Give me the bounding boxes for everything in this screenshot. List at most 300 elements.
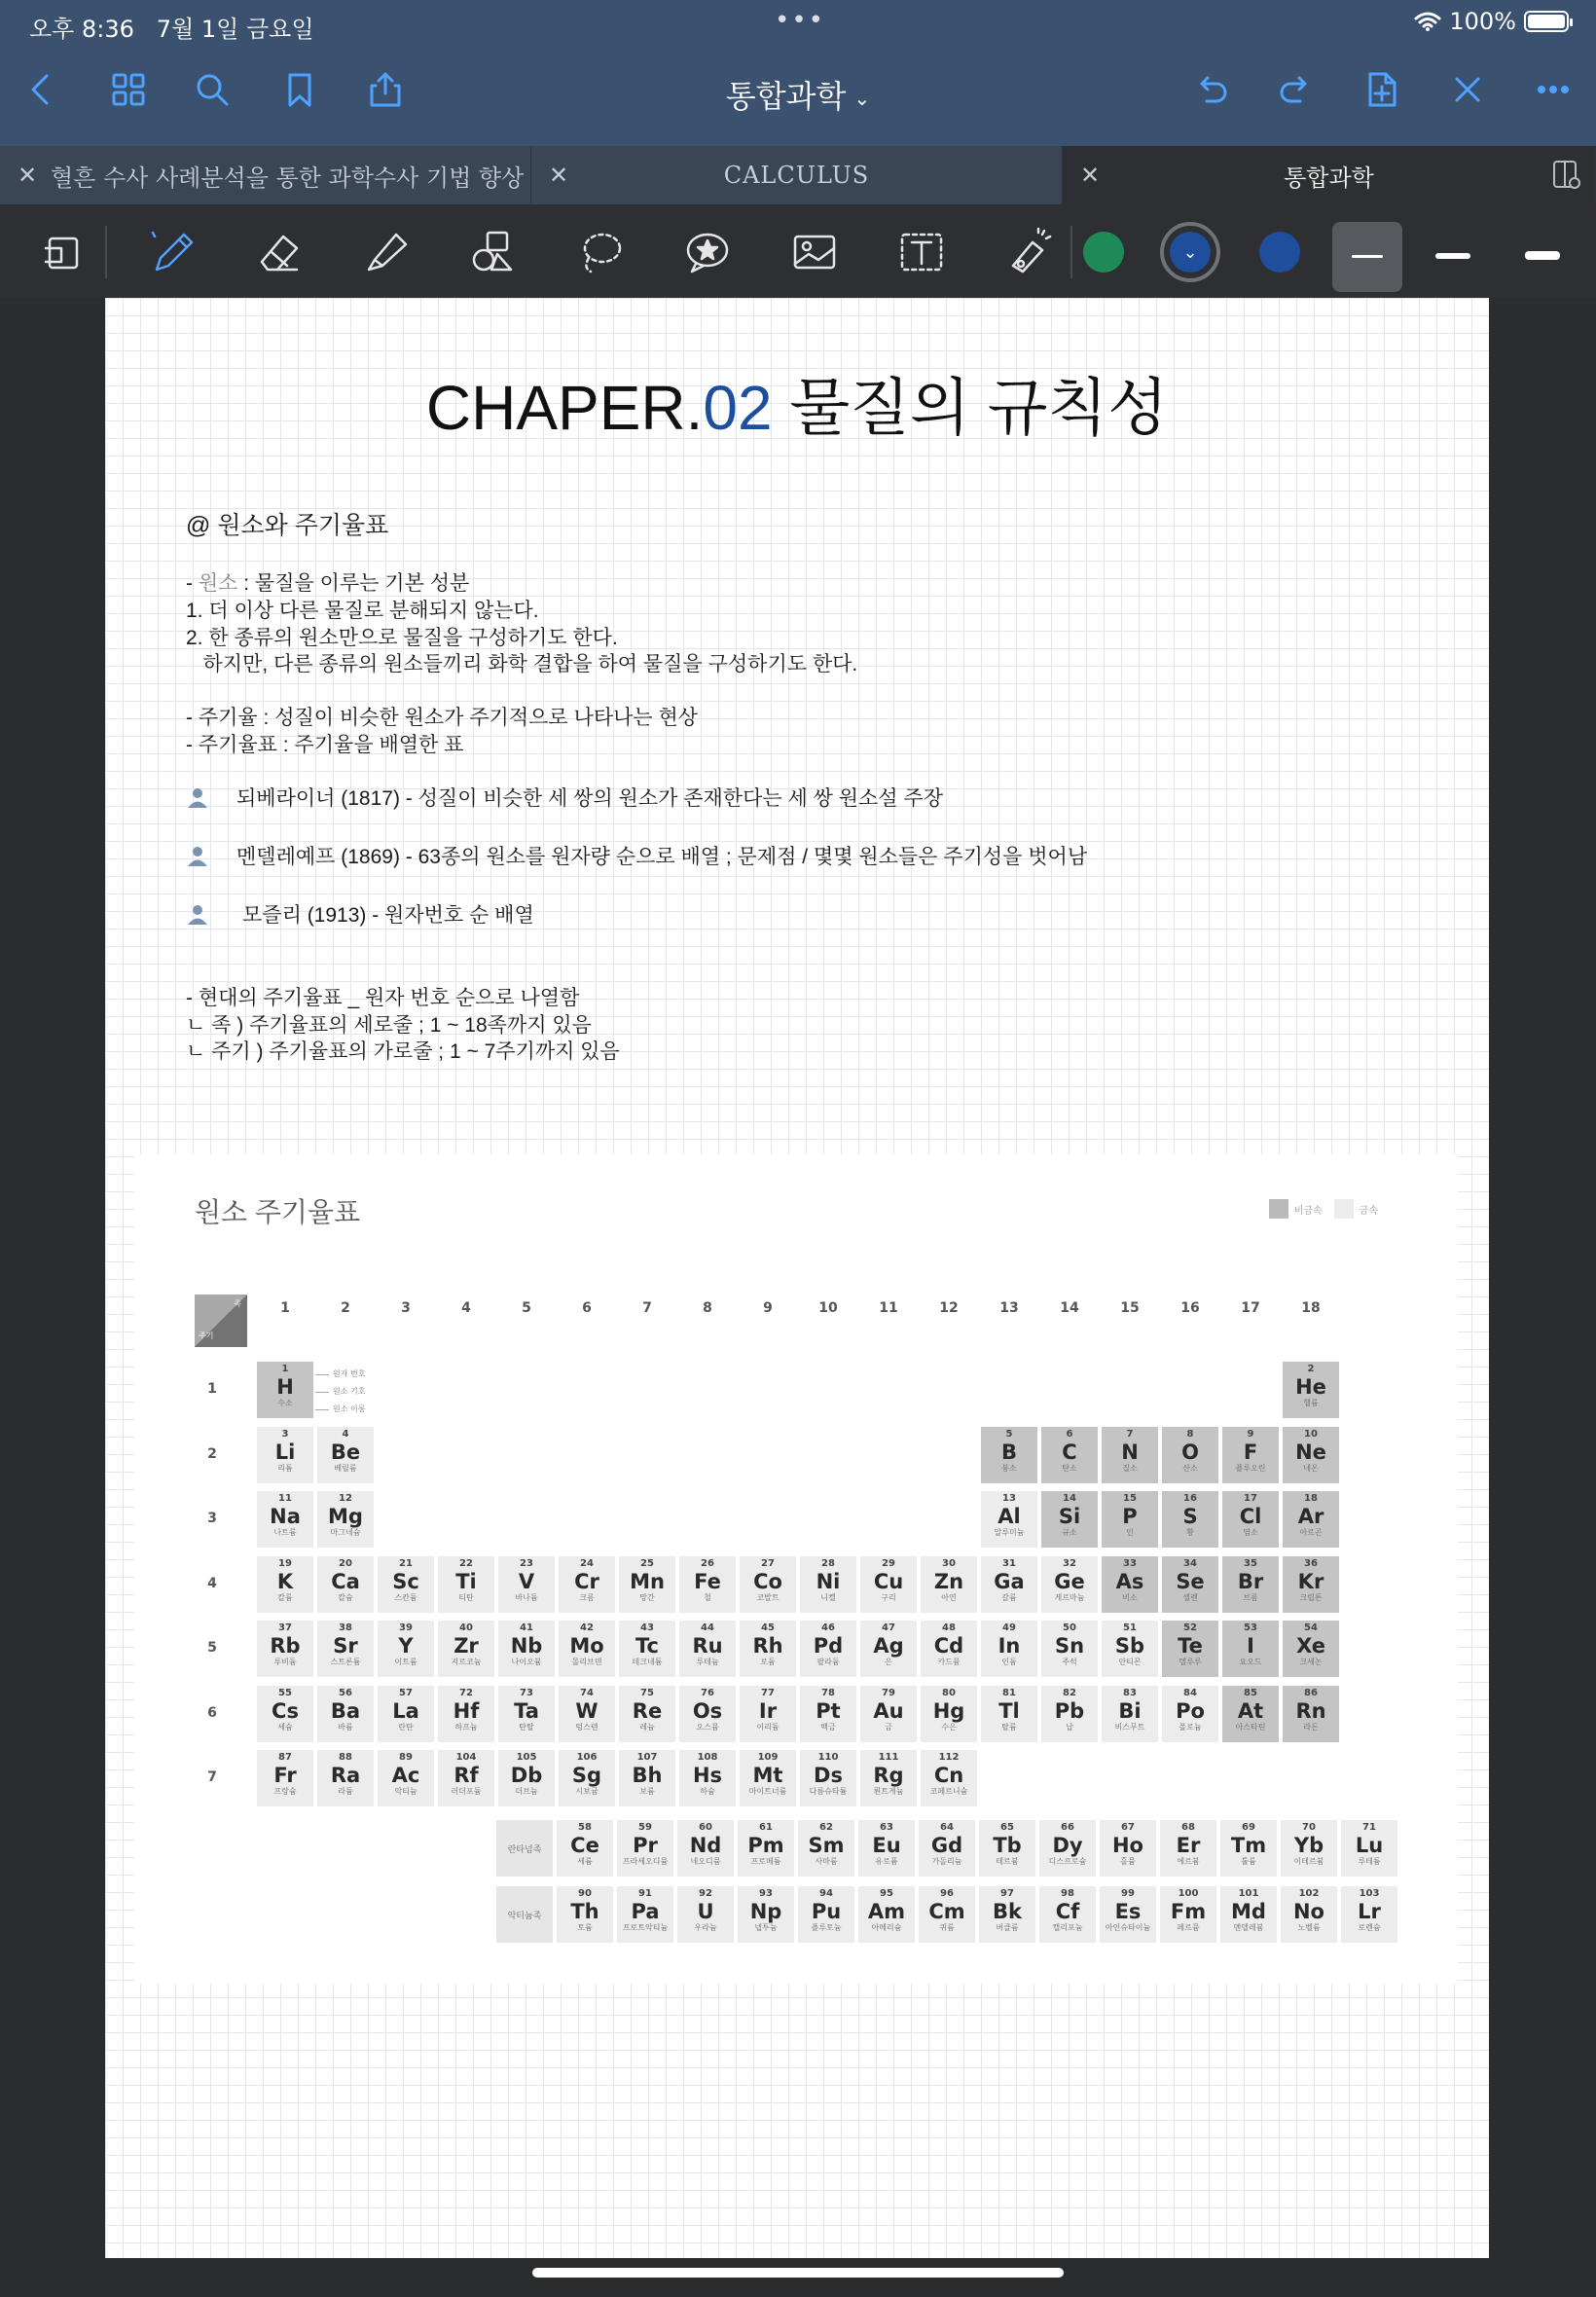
element-cell-no [1281,1886,1337,1943]
element-symbol: Rg [873,1764,904,1787]
element-name: 몰리브덴 [571,1658,602,1666]
element-name: 갈륨 [1001,1592,1017,1602]
element-cell-sr [317,1621,374,1677]
element-name: 인듐 [1001,1658,1017,1666]
element-cell-th [557,1886,613,1943]
element-symbol: Ho [1111,1834,1143,1857]
element-name: 팔라듐 [816,1658,840,1666]
top-bar [0,0,1596,146]
element-name: 테크네튬 [632,1658,663,1666]
element-symbol: K [276,1569,294,1593]
element-symbol: Xe [1296,1634,1325,1658]
element-symbol: Pm [747,1834,784,1857]
atomic-number: 20 [339,1557,352,1569]
element-cell-pa [617,1886,673,1943]
element-name: 넵투늄 [754,1923,778,1932]
element-name: 알루미늄 [994,1528,1025,1537]
element-symbol: V [518,1569,535,1593]
element-name: 더브늄 [515,1787,538,1796]
atomic-number: 34 [1183,1557,1197,1569]
element-name: 백금 [820,1722,836,1732]
element-cell-se [1162,1556,1218,1613]
status-right [1414,8,1569,35]
atomic-number: 29 [882,1557,895,1569]
element-name: 나트륨 [273,1528,297,1537]
element-cell-tm [1220,1820,1277,1877]
element-name: 인 [1126,1528,1134,1537]
atomic-number: 63 [880,1822,893,1833]
element-symbol: Ni [816,1569,841,1593]
element-cell-ge [1041,1556,1098,1613]
element-name: 퀴륨 [939,1923,955,1932]
atomic-number: 60 [699,1822,712,1833]
element-cell-b [981,1427,1037,1483]
element-cell-h [257,1362,313,1418]
element-symbol: Lu [1355,1834,1384,1857]
element-name: 유로퓸 [875,1857,898,1866]
section-heading: @ 원소와 주기율표 [186,512,389,539]
element-symbol: Bh [632,1764,663,1787]
scientist-note [186,841,1087,870]
element-cell-ti [438,1556,494,1613]
element-name: 마이트너륨 [748,1787,787,1796]
element-name: 주석 [1062,1658,1077,1666]
element-name: 규소 [1062,1528,1077,1537]
element-symbol: Yb [1293,1834,1324,1857]
element-cell-ds [800,1750,856,1806]
document-title[interactable] [0,72,1596,117]
atomic-number: 31 [1002,1557,1016,1569]
atomic-number: 64 [940,1822,954,1833]
lanthanide-label: 란타넘족 [496,1820,553,1877]
atomic-number: 92 [699,1888,712,1899]
element-cell-fm [1160,1886,1216,1943]
element-cell-n [1102,1427,1158,1483]
atomic-number: 111 [878,1752,899,1763]
element-cell-es [1100,1886,1156,1943]
element-cell-gd [919,1820,975,1877]
battery-percent: 100% [1449,8,1516,35]
atomic-number: 54 [1304,1622,1318,1633]
element-symbol: Zr [453,1634,479,1658]
period-number: 5 [207,1640,217,1656]
stroke-width-thin[interactable] [1332,222,1402,292]
atomic-number: 21 [399,1557,413,1569]
element-name: 홀뮴 [1120,1857,1136,1866]
element-cell-lr [1341,1886,1397,1943]
element-name: 마그네슘 [330,1528,361,1537]
image-icon[interactable] [786,224,843,280]
tool-bar [0,204,1596,298]
element-cell-db [498,1750,555,1806]
element-name: 질소 [1122,1463,1138,1473]
element-name: 라듐 [338,1787,353,1796]
element-name: 보륨 [639,1787,655,1796]
element-name: 디스프로슘 [1048,1857,1087,1866]
atomic-number: 3 [281,1428,289,1440]
element-cell-cd [921,1621,977,1677]
element-cell-zr [438,1621,494,1677]
atomic-number: 65 [1000,1822,1014,1833]
element-symbol: Nd [689,1834,722,1857]
group-number: 11 [879,1300,898,1316]
element-name: 에르븀 [1177,1857,1200,1866]
element-cell-hg [921,1686,977,1742]
legend-swatch-metal [1334,1199,1354,1219]
element-symbol: Ti [455,1569,477,1593]
atomic-number: 66 [1061,1822,1074,1833]
atomic-number: 18 [1304,1493,1318,1504]
readonly-icon[interactable] [35,224,91,280]
table-corner [195,1294,247,1347]
shapes-icon[interactable] [465,224,522,280]
period-number: 4 [207,1575,217,1591]
atomic-number: 17 [1244,1493,1257,1504]
element-name: 루비듐 [273,1658,297,1666]
atomic-number: 58 [578,1822,592,1833]
tab-label: 통합과학 [1284,164,1374,192]
atomic-number: 75 [640,1687,654,1698]
element-cell-v [498,1556,555,1613]
element-symbol: Eu [872,1834,901,1857]
atomic-number: 14 [1063,1493,1076,1504]
element-cell-ar [1283,1491,1339,1548]
element-cell-ga [981,1556,1037,1613]
legend-swatch-nonmetal [1269,1199,1288,1219]
atomic-number: 73 [520,1687,533,1698]
atomic-number: 91 [638,1888,652,1899]
close-icon[interactable] [1446,68,1489,111]
element-name: 세슘 [277,1722,293,1732]
element-symbol: Lr [1358,1900,1381,1923]
element-name: 토륨 [577,1923,593,1932]
atomic-number: 103 [1359,1888,1380,1899]
element-cell-mg [317,1491,374,1548]
element-cell-br [1222,1556,1279,1613]
period-number: 7 [207,1769,217,1785]
element-cell-i [1222,1621,1279,1677]
element-name: 버클륨 [996,1923,1019,1932]
atomic-number: 11 [278,1493,292,1504]
element-symbol: Db [510,1764,543,1787]
document-title-label: 통합과학 [725,78,847,115]
atomic-number: 98 [1061,1888,1074,1899]
laser-icon[interactable] [1000,224,1057,280]
element-symbol: Tm [1230,1834,1267,1857]
element-cell-po [1162,1686,1218,1742]
element-name: 지르코늄 [451,1658,482,1666]
group-number: 5 [522,1300,531,1316]
scientist-text: 모즐리 (1913) - 원자번호 순 배열 [242,904,534,927]
atomic-number: 1 [281,1364,289,1374]
element-symbol: Mo [569,1634,604,1658]
split-view-icon[interactable] [1550,158,1583,191]
element-symbol: Hf [453,1698,480,1723]
element-name: 아인슈타이늄 [1105,1923,1151,1932]
element-symbol: N [1121,1440,1139,1464]
element-symbol: Bi [1118,1698,1142,1723]
tab-close-icon[interactable]: ✕ [18,162,38,189]
chapter-name: 물질의 규칙성 [772,373,1169,443]
element-symbol: B [1000,1440,1017,1464]
element-definition-text: : 물질을 이루는 기본 성분 [237,572,470,595]
group-number: 1 [280,1300,290,1316]
tab-close-icon[interactable]: ✕ [549,162,569,189]
element-name: 폴로늄 [1179,1722,1202,1732]
element-symbol: Tl [998,1698,1020,1723]
atomic-number: 86 [1304,1687,1318,1698]
element-name: 은 [885,1658,892,1666]
element-symbol: Te [1178,1634,1203,1658]
atomic-number: 37 [278,1622,292,1633]
atomic-number: 105 [516,1752,537,1763]
tab-close-icon[interactable]: ✕ [1080,162,1101,189]
legend-metal: 금속 [1359,1205,1378,1217]
atomic-number: 109 [757,1752,779,1763]
group-number: 6 [582,1300,592,1316]
atomic-number: 35 [1244,1557,1257,1569]
element-symbol: Fm [1170,1900,1207,1923]
element-name: 루테튬 [1358,1857,1381,1866]
corner-group-label: 족 [234,1299,241,1308]
atomic-number: 49 [1002,1622,1016,1633]
element-symbol: Kr [1297,1569,1324,1593]
undo-icon[interactable] [1189,68,1232,111]
atomic-number: 41 [520,1622,533,1633]
battery-icon [1524,11,1569,32]
element-cell-ba [317,1686,374,1742]
element-cell-cl [1222,1491,1279,1548]
element-symbol: Po [1176,1698,1205,1723]
pen-icon[interactable] [144,224,200,280]
element-symbol: Sg [571,1764,602,1787]
element-symbol: C [1062,1440,1077,1464]
element-cell-sg [559,1750,615,1806]
atomic-number: 77 [761,1687,775,1698]
element-symbol: At [1237,1698,1264,1723]
key-leader-line [315,1392,329,1393]
color-swatch-blue-selected[interactable] [1170,232,1211,273]
element-cell-na [257,1491,313,1548]
element-name: 오스뮴 [696,1722,719,1732]
highlighter-icon[interactable] [358,224,415,280]
atomic-number: 15 [1123,1493,1137,1504]
color-swatch-blue[interactable] [1259,232,1300,273]
element-name: 게르마늄 [1054,1592,1085,1602]
element-name: 수은 [941,1722,957,1732]
element-symbol: Ds [814,1764,843,1787]
atomic-number: 48 [942,1622,956,1633]
key-leader-line [315,1374,329,1375]
element-cell-ru [679,1621,736,1677]
atomic-number: 59 [638,1822,652,1833]
legend-nonmetal: 비금속 [1293,1205,1323,1217]
element-cell-cn [921,1750,977,1806]
element-name: 네오디뮴 [690,1857,721,1866]
element-symbol: Co [753,1569,782,1593]
element-name: 비소 [1122,1592,1138,1602]
element-name: 페르뮴 [1177,1923,1200,1932]
atomic-number: 106 [576,1752,598,1763]
atomic-number: 22 [459,1557,473,1569]
element-name: 납 [1066,1722,1073,1732]
atomic-number: 102 [1298,1888,1320,1899]
element-symbol: O [1181,1440,1199,1464]
atomic-number: 2 [1307,1364,1315,1374]
element-symbol: Ac [391,1764,420,1787]
tab-bloodstain[interactable] [0,146,531,204]
element-cell-zn [921,1556,977,1613]
element-cell-cm [919,1886,975,1943]
element-symbol: Sc [392,1569,419,1593]
element-name: 크세논 [1299,1658,1323,1666]
element-name: 비스무트 [1114,1722,1145,1732]
atomic-number: 13 [1002,1493,1016,1504]
element-name: 가돌리늄 [931,1857,962,1866]
home-indicator[interactable] [532,2268,1064,2278]
tab-calculus[interactable] [531,146,1063,204]
status-date: 7월 1일 금요일 [156,16,314,43]
atomic-number: 61 [759,1822,773,1833]
key-label: 원자 번호 [333,1369,366,1378]
atomic-number: 32 [1063,1557,1076,1569]
group-number: 12 [939,1300,959,1316]
add-page-icon[interactable] [1360,68,1403,111]
tab-integrated-science[interactable] [1063,146,1596,204]
element-name: 금 [885,1722,892,1732]
atomic-number: 45 [761,1622,775,1633]
element-cell-sc [378,1556,434,1613]
element-symbol: Zn [933,1569,964,1593]
group-number: 16 [1180,1300,1200,1316]
element-cell-ag [860,1621,917,1677]
element-symbol: Rb [270,1634,301,1658]
element-cell-bh [619,1750,675,1806]
group-number: 18 [1301,1300,1321,1316]
element-symbol: Se [1176,1569,1205,1593]
atomic-number: 27 [761,1557,775,1569]
period-number: 1 [207,1381,217,1397]
stroke-width-thick[interactable] [1525,251,1560,260]
element-cell-sn [1041,1621,1098,1677]
atomic-number: 82 [1063,1687,1076,1698]
element-name: 레늄 [639,1722,655,1732]
element-cell-au [860,1686,917,1742]
atomic-number: 72 [459,1687,473,1698]
element-cell-pd [800,1621,856,1677]
status-time [29,10,314,44]
element-symbol: Y [398,1634,414,1658]
atomic-number: 30 [942,1557,956,1569]
atomic-number: 44 [701,1622,714,1633]
element-symbol: Os [692,1698,723,1723]
eraser-icon[interactable] [251,224,308,280]
element-symbol: Be [330,1440,361,1464]
element-symbol: I [1247,1634,1254,1658]
redo-icon[interactable] [1275,68,1318,111]
element-cell-in [981,1621,1037,1677]
atomic-number: 96 [940,1888,954,1899]
atomic-number: 70 [1302,1822,1316,1833]
atomic-number: 56 [339,1687,352,1698]
element-name: 산소 [1182,1463,1198,1473]
note-page[interactable] [105,298,1489,2258]
stroke-width-medium[interactable] [1435,253,1470,259]
periodic-table-image[interactable] [134,1154,1458,1984]
element-name: 크립톤 [1299,1592,1323,1602]
element-name: 니켈 [820,1592,836,1602]
atomic-number: 112 [938,1752,960,1763]
atomic-number: 51 [1123,1622,1137,1633]
element-symbol: Au [873,1698,904,1723]
period-number: 3 [207,1511,217,1526]
element-name: 플루오린 [1235,1463,1266,1473]
element-cell-o [1162,1427,1218,1483]
element-cell-c [1041,1427,1098,1483]
atomic-number: 38 [339,1622,352,1633]
notes-element-rules: 1. 더 이상 다른 물질로 분해되지 않는다. 2. 한 종류의 원소만으로 물질을 구성하기도 한다. 하지만, 다른 종류의 원소들끼리 화학 결합을 하여 물질을 구성하기도 한다. [186,600,858,675]
period-number: 6 [207,1704,217,1721]
atomic-number: 47 [882,1622,895,1633]
atomic-number: 39 [399,1622,413,1633]
atomic-number: 85 [1244,1687,1257,1698]
color-swatch-green[interactable] [1083,232,1124,273]
element-symbol: Ce [570,1834,599,1857]
multitasking-dots-icon[interactable]: ••• [775,6,826,35]
element-symbol: P [1122,1505,1138,1528]
lasso-icon[interactable] [572,224,629,280]
element-cell-rg [860,1750,917,1806]
more-icon[interactable] [1532,68,1575,111]
chevron-down-icon: ⌄ [853,87,871,110]
element-symbol: Fe [694,1569,721,1593]
bullet: - [186,572,199,595]
element-symbol: Pd [813,1634,844,1658]
element-name: 크롬 [579,1592,595,1602]
element-cell-ho [1100,1820,1156,1877]
element-name: 로듐 [760,1658,776,1666]
element-name: 철 [704,1592,711,1602]
atomic-number: 108 [697,1752,718,1763]
element-symbol: Nb [510,1634,543,1658]
element-cell-rf [438,1750,494,1806]
scientist-note [186,783,943,812]
text-icon[interactable] [893,224,950,280]
element-cell-ac [378,1750,434,1806]
element-symbol: Er [1176,1834,1201,1857]
element-name: 구리 [881,1592,896,1602]
element-name: 플루토늄 [811,1923,842,1932]
element-name: 스칸듐 [394,1592,417,1602]
element-symbol: Rn [1295,1698,1326,1723]
element-symbol: As [1115,1569,1144,1593]
element-symbol: Na [270,1505,301,1528]
element-symbol: Rf [453,1764,479,1787]
element-cell-cu [860,1556,917,1613]
element-cell-rh [740,1621,796,1677]
element-symbol: Es [1114,1900,1142,1923]
element-cell-k [257,1556,313,1613]
element-definition [186,570,469,598]
element-name: 시보귬 [575,1787,598,1796]
element-symbol: Pa [631,1900,660,1923]
wifi-icon [1414,11,1441,32]
element-cell-ra [317,1750,374,1806]
atomic-number: 26 [701,1557,714,1569]
atomic-number: 87 [278,1752,292,1763]
element-cell-re [619,1686,675,1742]
sticker-icon[interactable] [679,224,736,280]
